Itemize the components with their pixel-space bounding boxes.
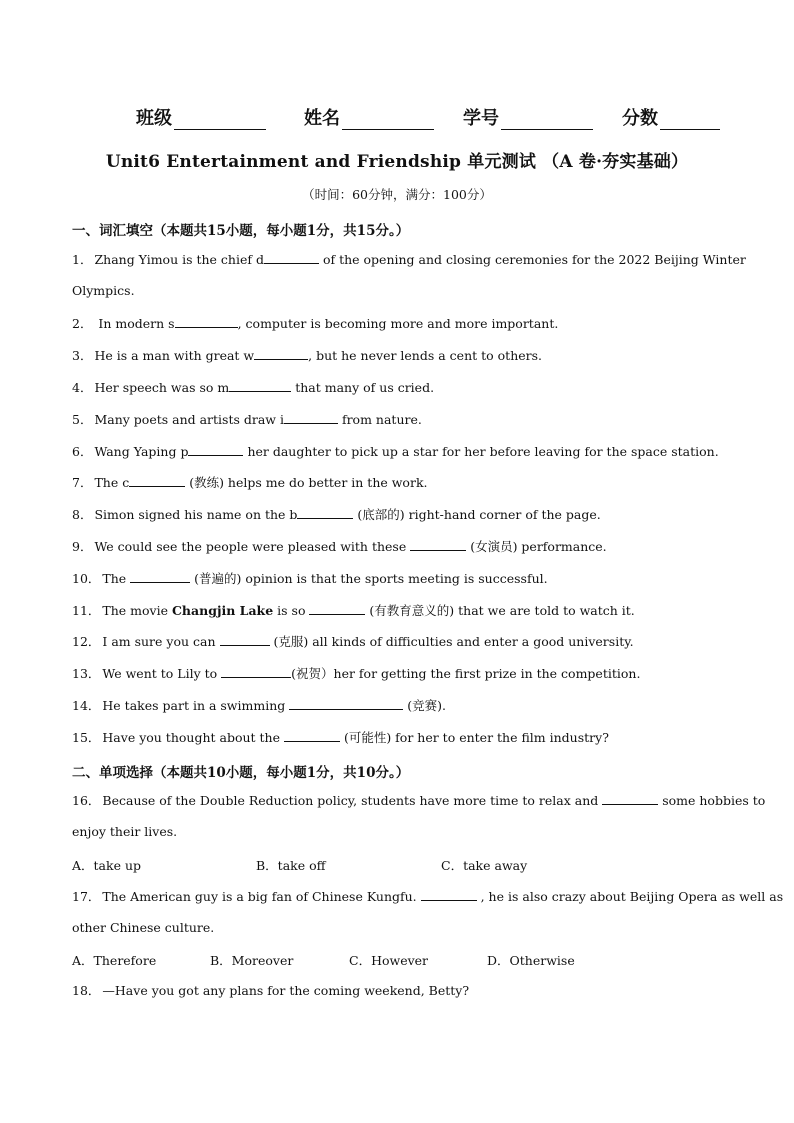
name-label: 姓名 bbox=[304, 108, 340, 129]
question-17-continuation: other Chinese culture. bbox=[72, 920, 215, 935]
score-field bbox=[622, 104, 720, 130]
question-8: 8． Simon signed his name on the b (底部的) right-hand corner of the page. bbox=[72, 507, 601, 522]
question-13: 13． We went to Lily to (祝贺）her for getting the first prize in the competition. bbox=[72, 666, 641, 681]
answer-blank[interactable] bbox=[421, 888, 477, 901]
question-10: 10． The (普遍的) opinion is that the sports meeting is successful. bbox=[72, 571, 548, 586]
question-12: 12． I am sure you can (克服) all kinds of difficulties and enter a good university. bbox=[72, 634, 634, 649]
page-subtitle: （时间：60分钟，满分：100分） bbox=[302, 187, 492, 202]
section-heading-vocabulary: 一、词汇填空（本题共15小题，每小题1分，共15分。） bbox=[72, 223, 410, 239]
answer-blank[interactable] bbox=[175, 315, 238, 328]
option-a[interactable]: A．Therefore bbox=[72, 953, 157, 968]
question-16: 16． Because of the Double Reduction policy, students have more time to relax and some hobbies to bbox=[72, 793, 766, 808]
section-heading-multiple-choice: 二、单项选择（本题共10小题，每小题1分，共10分。） bbox=[72, 765, 410, 781]
question-1: 1． Zhang Yimou is the chief d of the opening and closing ceremonies for the 2022 Beijing Winter bbox=[72, 252, 746, 267]
question-1-continuation: Olympics. bbox=[72, 283, 135, 298]
question-15: 15． Have you thought about the (可能性) for her to enter the film industry? bbox=[72, 730, 609, 745]
answer-blank[interactable] bbox=[309, 602, 365, 615]
question-6: 6． Wang Yaping p her daughter to pick up a star for her before leaving for the space station. bbox=[72, 444, 719, 459]
option-b[interactable]: B．take off bbox=[256, 858, 326, 873]
score-label: 分数 bbox=[622, 108, 658, 129]
question-16-continuation: enjoy their lives. bbox=[72, 824, 178, 839]
option-a[interactable]: A．take up bbox=[72, 858, 142, 873]
page-title: Unit6 Entertainment and Friendship 单元测试 （A 卷·夯实基础） bbox=[105, 152, 689, 172]
answer-blank[interactable] bbox=[410, 538, 466, 551]
option-d[interactable]: D．Otherwise bbox=[487, 953, 575, 968]
question-4: 4． Her speech was so m that many of us cried. bbox=[72, 380, 435, 395]
question-7: 7． The c (教练) helps me do better in the work. bbox=[72, 475, 428, 490]
question-2: 2． In modern s , computer is becoming more and more important. bbox=[72, 316, 559, 331]
answer-blank[interactable] bbox=[254, 347, 308, 360]
class-blank[interactable] bbox=[174, 109, 266, 130]
id-label: 学号 bbox=[463, 108, 499, 129]
answer-blank[interactable] bbox=[221, 665, 291, 678]
answer-blank[interactable] bbox=[220, 633, 270, 646]
answer-blank[interactable] bbox=[188, 443, 243, 456]
answer-blank[interactable] bbox=[264, 251, 319, 264]
option-c[interactable]: C．take away bbox=[441, 858, 528, 873]
score-blank[interactable] bbox=[660, 109, 720, 130]
answer-blank[interactable] bbox=[284, 411, 338, 424]
answer-blank[interactable] bbox=[284, 729, 340, 742]
class-field bbox=[136, 104, 266, 130]
class-label: 班级 bbox=[136, 108, 172, 129]
id-blank[interactable] bbox=[501, 109, 593, 130]
question-9: 9． We could see the people were pleased with these (女演员) performance. bbox=[72, 539, 607, 554]
answer-blank[interactable] bbox=[129, 474, 185, 487]
question-3: 3． He is a man with great w , but he never lends a cent to others. bbox=[72, 348, 543, 363]
question-14: 14． He takes part in a swimming (竞赛). bbox=[72, 698, 446, 713]
question-17: 17． The American guy is a big fan of Chinese Kungfu. , he is also crazy about Beijing Opera as well as bbox=[72, 889, 784, 904]
option-c[interactable]: C．However bbox=[349, 953, 429, 968]
answer-blank[interactable] bbox=[297, 506, 353, 519]
header-fields bbox=[0, 104, 794, 130]
name-blank[interactable] bbox=[342, 109, 434, 130]
question-5: 5． Many poets and artists draw i from nature. bbox=[72, 412, 422, 427]
movie-title: Changjin Lake bbox=[171, 603, 274, 618]
question-11: 11． The movie Changjin Lake is so (有教育意义的) that we are told to watch it. bbox=[72, 603, 635, 618]
answer-blank[interactable] bbox=[289, 697, 403, 710]
answer-blank[interactable] bbox=[229, 379, 291, 392]
name-field bbox=[304, 104, 434, 130]
answer-blank[interactable] bbox=[130, 570, 190, 583]
option-b[interactable]: B．Moreover bbox=[210, 953, 294, 968]
id-field bbox=[463, 104, 593, 130]
question-18: 18． —Have you got any plans for the coming weekend, Betty? bbox=[72, 983, 470, 998]
answer-blank[interactable] bbox=[602, 792, 658, 805]
